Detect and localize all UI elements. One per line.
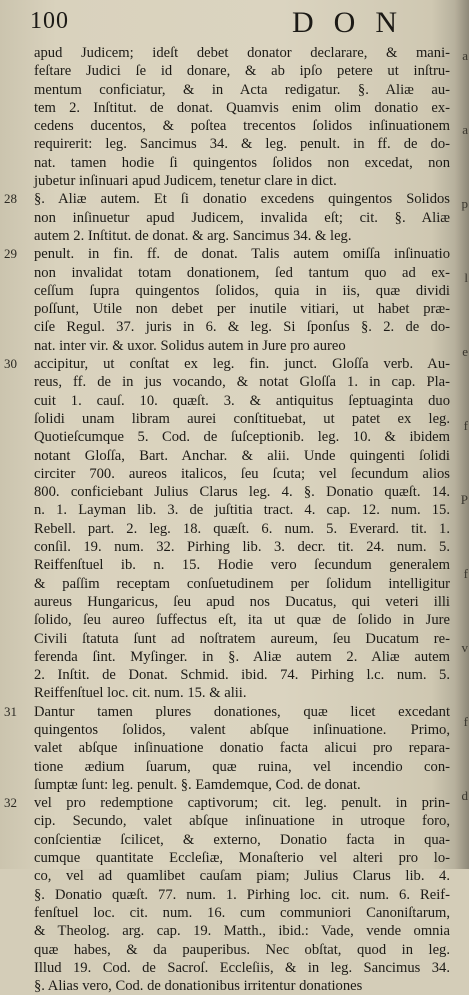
edge-letter: d — [461, 788, 468, 803]
line-text: nat. inter vir. & uxor. Solidus autem in Jure pro aureo — [34, 337, 346, 354]
text-line — [22, 849, 450, 867]
text-line — [22, 520, 450, 538]
line-text: n. 1. Layman lib. 3. de juſtitia tract. 4. cap. 12. num. 15. — [34, 502, 450, 519]
line-text: poſſunt, Utile non debet per inutile vitiari, ut habet præ- — [34, 301, 450, 318]
line-text: ferenda ſint. Myſinger. in §. Aliæ autem 2. Aliæ autem — [34, 648, 450, 665]
line-text: ſumptæ ſunt: leg. penult. §. Eamdemque, Cod. de donat. — [34, 776, 361, 793]
line-text: & paſſim receptam conſuetudinem per ſolidum intelligitur — [34, 575, 450, 592]
line-text: vel pro redemptione captivorum; cit. leg. penult. in prin- — [34, 795, 450, 812]
line-text: non invalidat totam donationem, ſed tantum quo ad ex- — [34, 264, 450, 281]
text-line — [22, 410, 450, 428]
edge-letter: f — [463, 714, 468, 729]
page-header — [0, 6, 469, 40]
line-text: cedens ducentos, & poſtea trecentos ſolidos inſinuationem — [34, 118, 450, 135]
text-line — [22, 465, 450, 483]
edge-letter: f — [463, 566, 468, 581]
text-line — [4, 245, 450, 263]
text-line — [22, 812, 450, 830]
margin-paragraph-number: 28 — [4, 191, 17, 207]
text-line — [22, 941, 450, 959]
text-line — [22, 264, 450, 282]
line-text: Reiffenſtuel ib. n. 15. Hodie vero ſecundum generalem — [34, 557, 450, 574]
line-text: Dantur tamen plures donationes, quæ licet excedant — [34, 703, 450, 720]
line-text: Quotieſcumque 5. Cod. de ſuſceptionib. leg. 10. & ibidem — [34, 429, 450, 446]
text-line — [22, 611, 450, 629]
text-line — [22, 959, 450, 977]
text-line — [22, 318, 450, 336]
edge-letter: a — [462, 122, 468, 137]
line-text: tem 2. Inſtitut. de donat. Quamvis enim olim donatio ex- — [34, 99, 450, 116]
margin-paragraph-number: 31 — [4, 703, 17, 719]
text-line — [22, 831, 450, 849]
line-text: §. Aliæ autem. Et ſi donatio excedens quingentos Solidos — [34, 191, 450, 208]
text-line — [22, 538, 450, 556]
text-line — [4, 794, 450, 812]
edge-letter: p — [461, 196, 468, 211]
text-line — [22, 483, 450, 501]
line-text: autem 2. Inſtitut. de donat. & arg. Sancimus 34. & leg. — [34, 227, 352, 244]
line-text: Reiffenſtuel loc. cit. num. 15. & alii. — [34, 685, 247, 702]
line-text: ceſſum ſupra quingentos ſolidos, quia in iis, quæ dividi — [34, 282, 450, 299]
edge-letter: l — [464, 270, 468, 285]
line-text: nat. tamen hodie ſi quingentos ſolidos non excedat, non — [34, 154, 450, 171]
line-text: mentum conficiatur, & in Acta redigatur. §. Aliæ au- — [34, 81, 450, 98]
text-line — [22, 81, 450, 99]
text-line — [22, 556, 450, 574]
text-line — [22, 337, 450, 355]
margin-paragraph-number: 32 — [4, 795, 17, 811]
edge-letter: P — [460, 492, 468, 507]
line-text: reus, ff. de in jus vocando, & notat Gloſſa 1. in cap. Pla- — [34, 374, 450, 391]
line-text: valet abſque inſinuatione donatio facta alicui pro repara- — [34, 740, 450, 757]
text-line — [22, 300, 450, 318]
page-number: 100 — [30, 8, 69, 34]
text-line — [22, 154, 450, 172]
text-line — [22, 428, 450, 446]
text-line — [22, 776, 450, 794]
line-text: quæ habes, & da pauperibus. Nec obſtat, quod in leg. — [34, 941, 450, 958]
text-line — [22, 62, 450, 80]
text-line — [4, 355, 450, 373]
text-line — [22, 630, 450, 648]
line-text: Illud 19. Cod. de Sacroſ. Eccleſiis, & in leg. Sancimus 34. — [34, 959, 450, 976]
line-text: jubetur inſinuari apud Judicem, tenetur clare in dict. — [34, 173, 337, 190]
body-text — [4, 44, 450, 995]
line-text: notant Gloſſa, Bart. Anchar. & alii. Unde quingenti ſolidi — [34, 447, 450, 464]
text-line — [22, 172, 450, 190]
line-text: ſolido, ſeu aureo ſuffectus eſt, ita ut quæ de ſolido in Jure — [34, 612, 450, 629]
text-line — [22, 758, 450, 776]
line-text: §. Alias vero, Cod. de donationibus irritentur donationes — [34, 978, 363, 995]
text-line — [22, 684, 450, 702]
next-page-edge — [455, 0, 469, 869]
text-line — [22, 593, 450, 611]
text-line — [22, 99, 450, 117]
line-text: quingentos ſolidos, valent abſque inſinuatione. Primo, — [34, 721, 450, 738]
line-text: conſcientiæ ſcilicet, & externo, Donatio facta in qua- — [34, 831, 450, 848]
text-line — [22, 282, 450, 300]
text-line — [22, 117, 450, 135]
edge-letter: a — [462, 48, 468, 63]
text-line — [22, 575, 450, 593]
edge-letter: f — [463, 418, 468, 433]
line-text: penult. in fin. ff. de donat. Talis autem omiſſa inſinuatio — [34, 246, 450, 263]
line-text: ſolidi unam libram aurei conſtituebat, ut patet ex leg. — [34, 410, 450, 427]
text-line — [22, 666, 450, 684]
text-line — [22, 447, 450, 465]
text-line — [22, 648, 450, 666]
text-line — [4, 190, 450, 208]
text-line — [4, 703, 450, 721]
text-line — [22, 392, 450, 410]
text-line — [22, 922, 450, 940]
line-text: requirerit: leg. Sancimus 34. & leg. penult. in ff. de do- — [34, 136, 450, 153]
edge-letter: v — [461, 640, 468, 655]
line-text: cip. Secundo, valet abſque inſinuatione in utroque foro, — [34, 813, 450, 830]
text-line — [22, 867, 450, 885]
text-line — [22, 44, 450, 62]
line-text: ciſe Regul. 37. juris in 6. & leg. Si ſponſus §. 2. de do- — [34, 319, 450, 336]
text-line — [22, 886, 450, 904]
line-text: fenſtuel loc. cit. num. 16. cum communiori Canoniſtarum, — [34, 904, 450, 921]
text-line — [22, 227, 450, 245]
line-text: accipitur, ut conſtat ex leg. fin. junct. Gloſſa verb. Au- — [34, 356, 450, 373]
line-text: circiter 700. aureos italicos, ſeu ſcuta; vel ſecundum alios — [34, 465, 450, 482]
line-text: feſtare Judici ſe id donare, & ab ipſo petere ut inſtru- — [34, 63, 450, 80]
line-text: aureus Hungaricus, ſeu apud nos Ducatus, qui veteri illi — [34, 593, 450, 610]
running-title: DON — [292, 6, 417, 39]
text-line — [22, 501, 450, 519]
line-text: Rebell. part. 2. leg. 18. quæſt. 6. num. 5. Everard. tit. 1. — [34, 520, 450, 537]
text-line — [22, 904, 450, 922]
edge-letter: e — [462, 344, 468, 359]
line-text: cumque quantitate Eccleſiæ, Monaſterio vel alteri pro lo- — [34, 850, 450, 867]
line-text: & Theolog. arg. cap. 19. Matth., ibid.: Vade, vende omnia — [34, 923, 450, 940]
text-line — [22, 739, 450, 757]
line-text: 2. Inſtit. de Donat. Schmid. ibid. 74. Pirhing l.c. num. 5. — [34, 667, 450, 684]
text-line — [22, 135, 450, 153]
margin-paragraph-number: 29 — [4, 246, 17, 262]
line-text: tione ædium ſuarum, quæ ruina, vel incendio con- — [34, 758, 450, 775]
text-line — [22, 721, 450, 739]
line-text: 800. conficiebant Julius Clarus leg. 4. §. Donatio quæſt. 14. — [34, 484, 450, 501]
line-text: co, vel ad quamlibet cauſam piam; Julius Clarus lib. 4. — [34, 868, 450, 885]
line-text: §. Donatio quæſt. 77. num. 1. Pirhing loc. cit. num. 6. Reif- — [34, 886, 450, 903]
line-text: apud Judicem; ideſt debet donator declarare, & mani- — [34, 45, 450, 61]
line-text: cuit 1. cauſ. 10. quæſt. 3. & antiquitus ſeptuaginta duo — [34, 392, 450, 409]
text-line — [22, 977, 450, 995]
margin-paragraph-number: 30 — [4, 356, 17, 372]
text-line — [22, 373, 450, 391]
line-text: Civili ſtatuta ſunt ad noſtratem aureum, ſeu Ducatum re- — [34, 630, 450, 647]
line-text: non inſinuetur apud Judicem, invalida eſt; cit. §. Aliæ — [34, 209, 450, 226]
line-text: conſil. 19. num. 32. Pirhing lib. 3. decr. tit. 24. num. 5. — [34, 539, 450, 556]
text-line — [22, 209, 450, 227]
